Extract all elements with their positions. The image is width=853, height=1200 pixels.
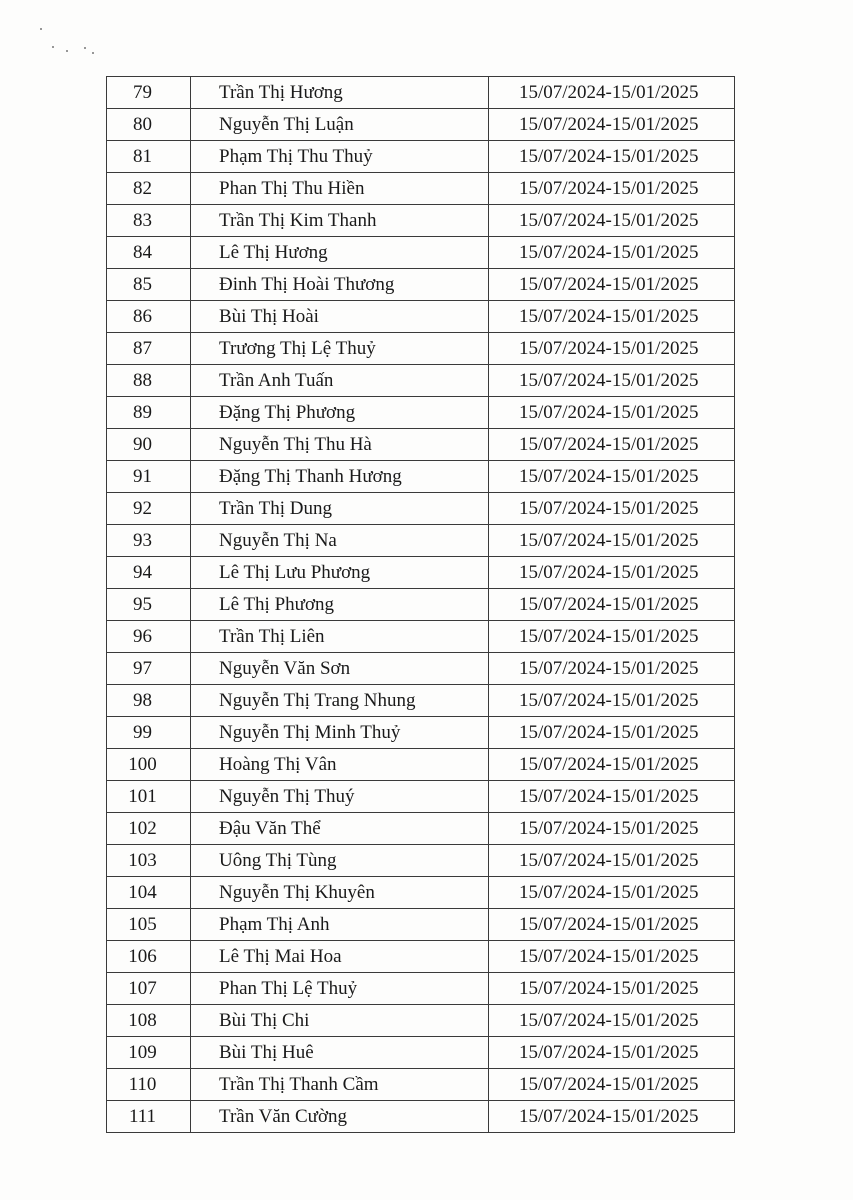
- full-name-cell: Lê Thị Mai Hoa: [191, 941, 489, 973]
- table-row: [107, 589, 735, 621]
- full-name-cell: Trần Văn Cường: [191, 1101, 489, 1133]
- full-name-cell: Nguyễn Thị Minh Thuỷ: [191, 717, 489, 749]
- full-name-cell: Bùi Thị Huê: [191, 1037, 489, 1069]
- period-cell: 15/07/2024-15/01/2025: [489, 781, 735, 813]
- full-name-cell: Uông Thị Tùng: [191, 845, 489, 877]
- row-number-cell: 100: [107, 749, 191, 781]
- full-name-cell: Trần Thị Hương: [191, 77, 489, 109]
- full-name-cell: Lê Thị Hương: [191, 237, 489, 269]
- full-name-cell: Trương Thị Lệ Thuỷ: [191, 333, 489, 365]
- scan-speck: [66, 50, 68, 52]
- table-row: [107, 1037, 735, 1069]
- full-name-cell: Đặng Thị Thanh Hương: [191, 461, 489, 493]
- table-row: [107, 909, 735, 941]
- row-number-cell: 90: [107, 429, 191, 461]
- table-row: [107, 77, 735, 109]
- row-number-cell: 101: [107, 781, 191, 813]
- table-row: [107, 333, 735, 365]
- period-cell: 15/07/2024-15/01/2025: [489, 653, 735, 685]
- scan-speck: [92, 52, 94, 54]
- table-row: [107, 813, 735, 845]
- full-name-cell: Bùi Thị Chi: [191, 1005, 489, 1037]
- row-number-cell: 109: [107, 1037, 191, 1069]
- table-row: [107, 621, 735, 653]
- period-cell: 15/07/2024-15/01/2025: [489, 1037, 735, 1069]
- table-row: [107, 973, 735, 1005]
- row-number-cell: 99: [107, 717, 191, 749]
- period-cell: 15/07/2024-15/01/2025: [489, 461, 735, 493]
- table-row: [107, 845, 735, 877]
- full-name-cell: Phạm Thị Thu Thuỷ: [191, 141, 489, 173]
- table-row: [107, 269, 735, 301]
- period-cell: 15/07/2024-15/01/2025: [489, 589, 735, 621]
- period-cell: 15/07/2024-15/01/2025: [489, 301, 735, 333]
- full-name-cell: Nguyễn Thị Thuý: [191, 781, 489, 813]
- table-row: [107, 653, 735, 685]
- period-cell: 15/07/2024-15/01/2025: [489, 77, 735, 109]
- row-number-cell: 88: [107, 365, 191, 397]
- table-row: [107, 525, 735, 557]
- table-row: [107, 749, 735, 781]
- period-cell: 15/07/2024-15/01/2025: [489, 333, 735, 365]
- row-number-cell: 83: [107, 205, 191, 237]
- row-number-cell: 82: [107, 173, 191, 205]
- period-cell: 15/07/2024-15/01/2025: [489, 109, 735, 141]
- table-row: [107, 429, 735, 461]
- employee-table-container: [106, 76, 734, 1133]
- period-cell: 15/07/2024-15/01/2025: [489, 557, 735, 589]
- scan-speck: [40, 28, 42, 30]
- period-cell: 15/07/2024-15/01/2025: [489, 397, 735, 429]
- period-cell: 15/07/2024-15/01/2025: [489, 365, 735, 397]
- period-cell: 15/07/2024-15/01/2025: [489, 621, 735, 653]
- row-number-cell: 92: [107, 493, 191, 525]
- row-number-cell: 107: [107, 973, 191, 1005]
- row-number-cell: 111: [107, 1101, 191, 1133]
- period-cell: 15/07/2024-15/01/2025: [489, 429, 735, 461]
- row-number-cell: 87: [107, 333, 191, 365]
- row-number-cell: 85: [107, 269, 191, 301]
- full-name-cell: Lê Thị Lưu Phương: [191, 557, 489, 589]
- period-cell: 15/07/2024-15/01/2025: [489, 237, 735, 269]
- table-row: [107, 109, 735, 141]
- full-name-cell: Đậu Văn Thể: [191, 813, 489, 845]
- table-row: [107, 941, 735, 973]
- table-body: [107, 77, 735, 1133]
- full-name-cell: Trần Anh Tuấn: [191, 365, 489, 397]
- period-cell: 15/07/2024-15/01/2025: [489, 813, 735, 845]
- period-cell: 15/07/2024-15/01/2025: [489, 941, 735, 973]
- table-row: [107, 717, 735, 749]
- period-cell: 15/07/2024-15/01/2025: [489, 269, 735, 301]
- row-number-cell: 89: [107, 397, 191, 429]
- row-number-cell: 93: [107, 525, 191, 557]
- period-cell: 15/07/2024-15/01/2025: [489, 525, 735, 557]
- table-row: [107, 365, 735, 397]
- row-number-cell: 110: [107, 1069, 191, 1101]
- full-name-cell: Phan Thị Lệ Thuỷ: [191, 973, 489, 1005]
- period-cell: 15/07/2024-15/01/2025: [489, 909, 735, 941]
- period-cell: 15/07/2024-15/01/2025: [489, 717, 735, 749]
- period-cell: 15/07/2024-15/01/2025: [489, 845, 735, 877]
- table-row: [107, 205, 735, 237]
- row-number-cell: 96: [107, 621, 191, 653]
- table-row: [107, 1005, 735, 1037]
- row-number-cell: 94: [107, 557, 191, 589]
- full-name-cell: Phan Thị Thu Hiền: [191, 173, 489, 205]
- period-cell: 15/07/2024-15/01/2025: [489, 173, 735, 205]
- full-name-cell: Bùi Thị Hoài: [191, 301, 489, 333]
- table-row: [107, 301, 735, 333]
- full-name-cell: Nguyễn Thị Khuyên: [191, 877, 489, 909]
- scan-speck: [52, 46, 54, 48]
- row-number-cell: 102: [107, 813, 191, 845]
- period-cell: 15/07/2024-15/01/2025: [489, 685, 735, 717]
- period-cell: 15/07/2024-15/01/2025: [489, 1069, 735, 1101]
- period-cell: 15/07/2024-15/01/2025: [489, 493, 735, 525]
- row-number-cell: 84: [107, 237, 191, 269]
- table-row: [107, 397, 735, 429]
- full-name-cell: Nguyễn Thị Luận: [191, 109, 489, 141]
- table-row: [107, 1101, 735, 1133]
- row-number-cell: 79: [107, 77, 191, 109]
- period-cell: 15/07/2024-15/01/2025: [489, 973, 735, 1005]
- table-row: [107, 877, 735, 909]
- full-name-cell: Nguyễn Thị Na: [191, 525, 489, 557]
- period-cell: 15/07/2024-15/01/2025: [489, 749, 735, 781]
- full-name-cell: Trần Thị Dung: [191, 493, 489, 525]
- row-number-cell: 81: [107, 141, 191, 173]
- scan-speck: [84, 47, 86, 49]
- table-row: [107, 237, 735, 269]
- table-row: [107, 685, 735, 717]
- period-cell: 15/07/2024-15/01/2025: [489, 1005, 735, 1037]
- row-number-cell: 80: [107, 109, 191, 141]
- full-name-cell: Phạm Thị Anh: [191, 909, 489, 941]
- full-name-cell: Hoàng Thị Vân: [191, 749, 489, 781]
- period-cell: 15/07/2024-15/01/2025: [489, 877, 735, 909]
- full-name-cell: Nguyễn Thị Thu Hà: [191, 429, 489, 461]
- full-name-cell: Lê Thị Phương: [191, 589, 489, 621]
- row-number-cell: 98: [107, 685, 191, 717]
- table-row: [107, 141, 735, 173]
- full-name-cell: Đặng Thị Phương: [191, 397, 489, 429]
- full-name-cell: Đinh Thị Hoài Thương: [191, 269, 489, 301]
- table-row: [107, 493, 735, 525]
- full-name-cell: Trần Thị Liên: [191, 621, 489, 653]
- period-cell: 15/07/2024-15/01/2025: [489, 141, 735, 173]
- row-number-cell: 95: [107, 589, 191, 621]
- row-number-cell: 91: [107, 461, 191, 493]
- table-row: [107, 173, 735, 205]
- row-number-cell: 105: [107, 909, 191, 941]
- full-name-cell: Nguyễn Thị Trang Nhung: [191, 685, 489, 717]
- row-number-cell: 97: [107, 653, 191, 685]
- row-number-cell: 108: [107, 1005, 191, 1037]
- row-number-cell: 106: [107, 941, 191, 973]
- row-number-cell: 86: [107, 301, 191, 333]
- table-row: [107, 557, 735, 589]
- period-cell: 15/07/2024-15/01/2025: [489, 205, 735, 237]
- employee-period-table: [106, 76, 735, 1133]
- table-row: [107, 781, 735, 813]
- row-number-cell: 103: [107, 845, 191, 877]
- row-number-cell: 104: [107, 877, 191, 909]
- table-row: [107, 1069, 735, 1101]
- period-cell: 15/07/2024-15/01/2025: [489, 1101, 735, 1133]
- full-name-cell: Trần Thị Thanh Cầm: [191, 1069, 489, 1101]
- table-row: [107, 461, 735, 493]
- full-name-cell: Nguyễn Văn Sơn: [191, 653, 489, 685]
- full-name-cell: Trần Thị Kim Thanh: [191, 205, 489, 237]
